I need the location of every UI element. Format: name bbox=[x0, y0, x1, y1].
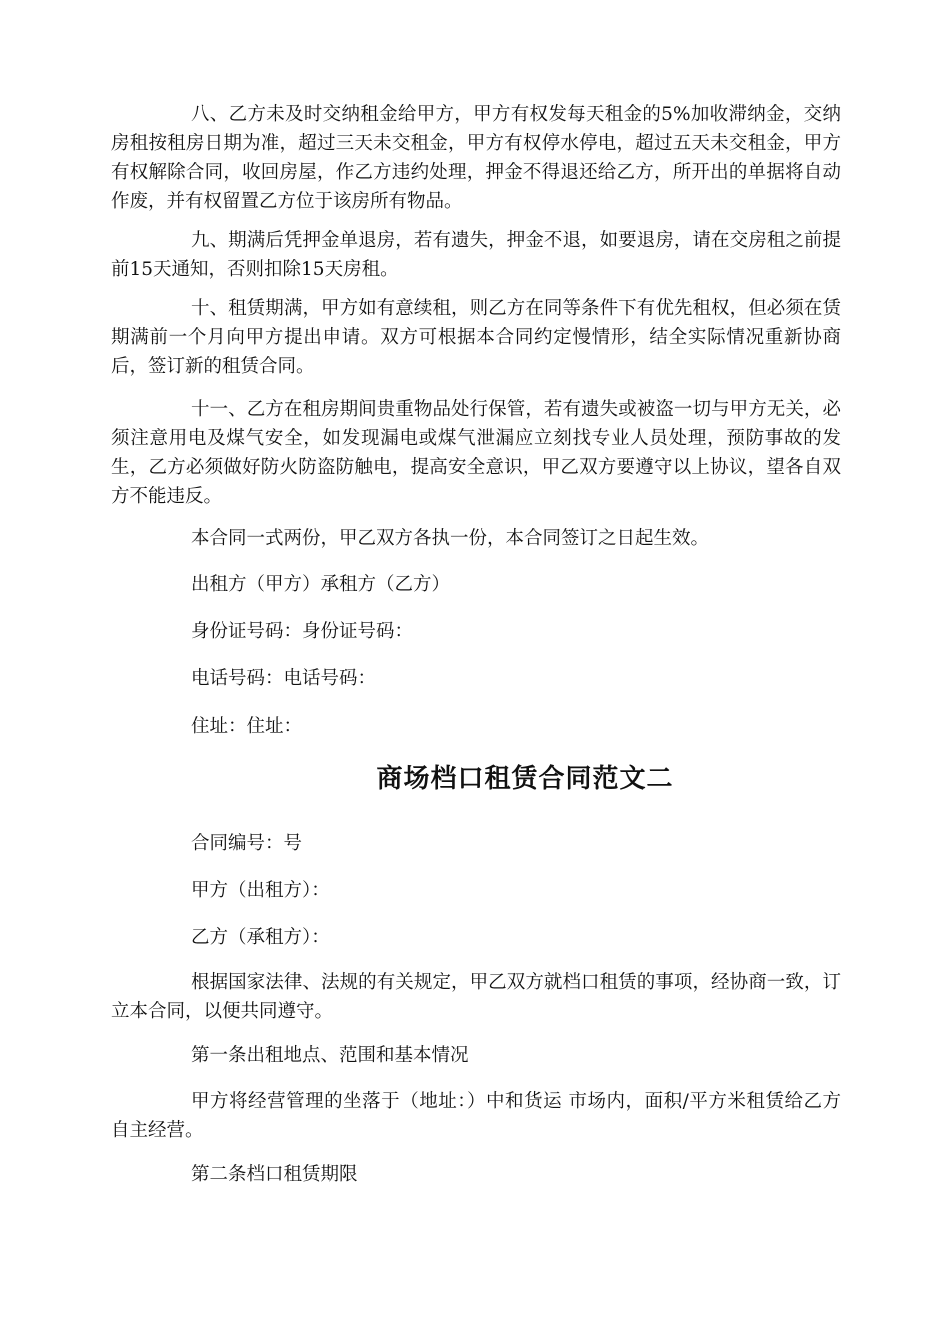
article-1-body: 甲方将经营管理的坐落于（地址：）中和货运 市场内，面积/平方米租赁给乙方自主经营。 bbox=[111, 1091, 841, 1141]
parties-line: 出租方（甲方）承租方（乙方） bbox=[191, 574, 451, 595]
section-title: 商场档口租赁合同范文二 bbox=[376, 764, 674, 794]
contract-number: 合同编号：号 bbox=[191, 833, 303, 854]
clause-9: 九、期满后凭押金单退房，若有遗失，押金不退，如要退房，请在交房租之前提前15天通知，否则扣除15天房租。 bbox=[111, 230, 841, 280]
clause-10: 十、租赁期满，甲方如有意续租，则乙方在同等条件下有优先租权，但必须在赁期满前一个月向甲方提出申请。双方可根据本合同约定慢情形，结全实际情况重新协商后，签订新的租赁合同。 bbox=[111, 298, 841, 377]
intro-paragraph: 根据国家法律、法规的有关规定，甲乙双方就档口租赁的事项，经协商一致，订立本合同，以便共同遵守。 bbox=[111, 972, 841, 1022]
party-b-line: 乙方（承租方）： bbox=[191, 927, 330, 948]
party-a-line: 甲方（出租方）： bbox=[191, 880, 330, 901]
id-number-line: 身份证号码：身份证号码： bbox=[191, 621, 414, 642]
address-line: 住址：住址： bbox=[191, 716, 303, 737]
effective-clause: 本合同一式两份，甲乙双方各执一份，本合同签订之日起生效。 bbox=[191, 528, 710, 549]
clause-11: 十一、乙方在租房期间贵重物品处行保管，若有遗失或被盗一切与甲方无关，必须注意用电及煤气安全，如发现漏电或煤气泄漏应立刻找专业人员处理，预防事故的发生，乙方必须做好防火防盗防触电，提高安全意识，甲乙双方要遵守以上协议，望各自双方不能违反。 bbox=[111, 399, 841, 507]
article-1-title: 第一条出租地点、范围和基本情况 bbox=[191, 1045, 469, 1066]
clause-8: 八、乙方未及时交纳租金给甲方，甲方有权发每天租金的5%加收滞纳金，交纳房租按租房日期为准，超过三天未交租金，甲方有权停水停电，超过五天未交租金，甲方有权解除合同，收回房屋，作乙方违约处理，押金不得退还给乙方，所开出的单据将自动作废，并有权留置乙方位于该房所有物品。 bbox=[111, 104, 841, 212]
article-2-title: 第二条档口租赁期限 bbox=[191, 1164, 358, 1185]
phone-line: 电话号码：电话号码： bbox=[191, 668, 377, 689]
